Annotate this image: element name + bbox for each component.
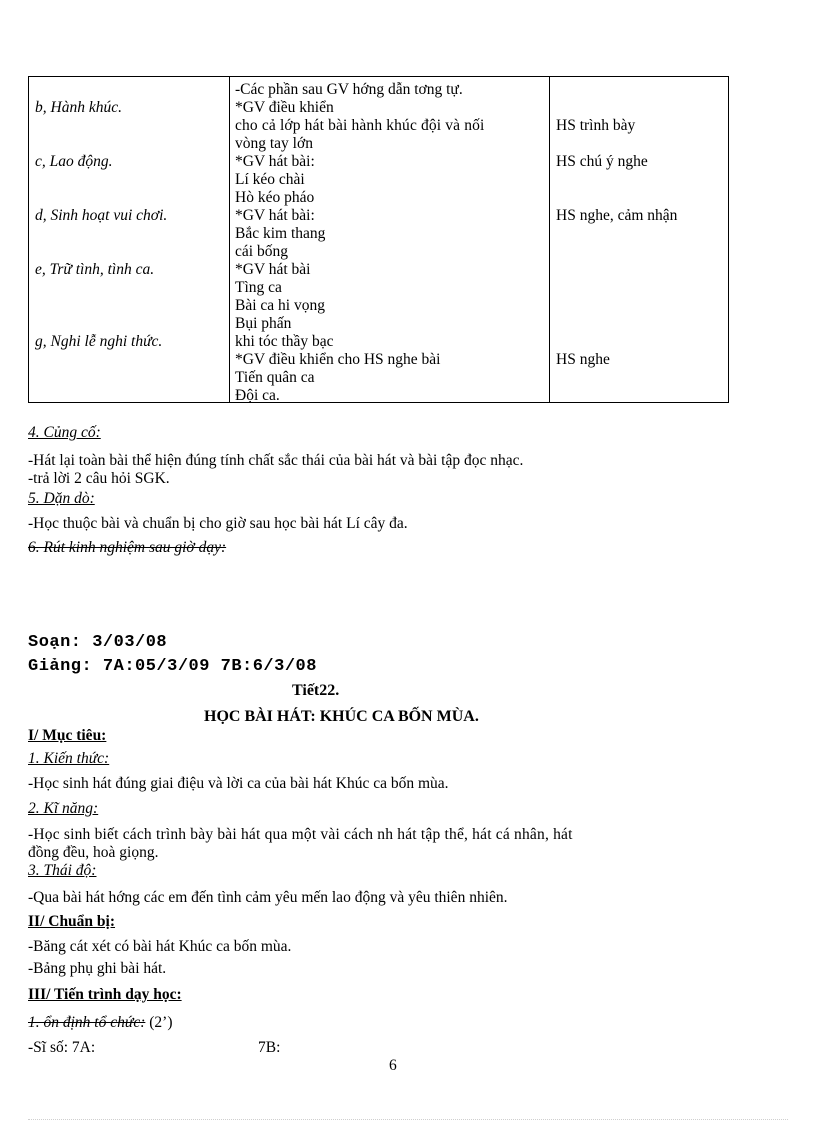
- table-col-student: [550, 77, 729, 403]
- chuan-bi-heading: II/ Chuẩn bị:: [28, 913, 116, 930]
- teacher-line: khi tóc thầy bạc: [235, 333, 334, 350]
- dan-do-heading: 5. Dặn dò:: [28, 490, 95, 507]
- topic-lao-dong: c, Lao động.: [35, 153, 113, 170]
- tien-trinh-heading: III/ Tiến trình dạy học:: [28, 986, 182, 1003]
- teacher-line: Lí kéo chài: [235, 171, 305, 188]
- muc-tieu-heading: I/ Mục tiêu:: [28, 727, 107, 744]
- teacher-line: cái bống: [235, 243, 288, 260]
- teacher-line: Tìng ca: [235, 279, 282, 296]
- teacher-line: Hò kéo pháo: [235, 189, 315, 206]
- on-dinh-time: (2’): [145, 1014, 173, 1031]
- thai-do-text: -Qua bài hát hớng các em đến tình cảm yêu mến lao động và yêu thiên nhiên.: [28, 889, 508, 906]
- page-bottom-border: [28, 1119, 788, 1120]
- topic-tru-tinh: e, Trữ tình, tình ca.: [35, 261, 155, 278]
- on-dinh-heading: 1. ổn định tổ chức:: [28, 1014, 146, 1031]
- rut-kinh-nghiem-heading: 6. Rút kinh nghiệm sau giờ dạy:: [28, 539, 227, 556]
- teacher-line: cho cả lớp hát bài hành khúc đội và nối: [235, 117, 485, 134]
- teacher-line: *GV điều khiển: [235, 99, 334, 116]
- teacher-line: Bụi phấn: [235, 315, 292, 332]
- lesson-title: HỌC BÀI HÁT: KHÚC CA BỐN MÙA.: [204, 708, 479, 725]
- topic-nghi-le: g, Nghi lễ nghi thức.: [35, 333, 163, 350]
- topic-sinh-hoat: d, Sinh hoạt vui chơi.: [35, 207, 168, 224]
- ki-nang-text: -Học sinh biết cách trình bày bài hát qua một vài cách nh hát tập thể, hát cá nhân, hát: [28, 826, 573, 843]
- cung-co-line: -trả lời 2 câu hỏi SGK.: [28, 470, 170, 487]
- teacher-line: *GV điều khiển cho HS nghe bài: [235, 351, 441, 368]
- student-line: HS chú ý nghe: [556, 153, 648, 170]
- kien-thuc-text: -Học sinh hát đúng giai điệu và lời ca của bài hát Khúc ca bốn mùa.: [28, 775, 449, 792]
- table-col-topics: [29, 77, 230, 403]
- lesson-table: [28, 76, 729, 403]
- on-dinh-line: [28, 1014, 173, 1032]
- teacher-line: *GV hát bài: [235, 261, 311, 278]
- giang-date: Giảng: 7A:05/3/09 7B:6/3/08: [28, 657, 317, 676]
- ki-nang-heading: 2. Kĩ năng:: [28, 800, 99, 817]
- ki-nang-text: đồng đều, hoà giọng.: [28, 844, 159, 861]
- kien-thuc-heading: 1. Kiến thức:: [28, 750, 110, 767]
- si-so-7b: 7B:: [258, 1039, 281, 1056]
- si-so-7a: -Sĩ số: 7A:: [28, 1039, 96, 1056]
- teacher-line: *GV hát bài:: [235, 153, 315, 170]
- teacher-line: *GV hát bài:: [235, 207, 315, 224]
- page-number: 6: [389, 1057, 397, 1074]
- student-line: HS trình bày: [556, 117, 636, 134]
- teacher-line: vòng tay lớn: [235, 135, 313, 152]
- cung-co-heading: 4. Củng cố:: [28, 424, 101, 441]
- student-line: HS nghe, cảm nhận: [556, 207, 678, 224]
- student-line: HS nghe: [556, 351, 610, 368]
- chuan-bi-line: -Băng cát xét có bài hát Khúc ca bốn mùa.: [28, 938, 292, 955]
- cung-co-line: -Hát lại toàn bài thể hiện đúng tính chất sắc thái của bài hát và bài tập đọc nhạc.: [28, 452, 524, 469]
- soan-date: Soạn: 3/03/08: [28, 633, 168, 652]
- topic-hanh-khuc: b, Hành khúc.: [35, 99, 122, 116]
- teacher-line: -Các phần sau GV hớng dẫn tơng tự.: [235, 81, 463, 98]
- teacher-line: Bài ca hi vọng: [235, 297, 325, 314]
- table-col-teacher: [230, 77, 550, 403]
- teacher-line: Bắc kim thang: [235, 225, 326, 242]
- teacher-line: Tiến quân ca: [235, 369, 315, 386]
- dan-do-line: -Học thuộc bài và chuẩn bị cho giờ sau học bài hát Lí cây đa.: [28, 515, 408, 532]
- thai-do-heading: 3. Thái độ:: [28, 862, 97, 879]
- lesson-number: Tiết22.: [292, 682, 340, 699]
- chuan-bi-line: -Bảng phụ ghi bài hát.: [28, 960, 167, 977]
- teacher-line: Đội ca.: [235, 387, 280, 404]
